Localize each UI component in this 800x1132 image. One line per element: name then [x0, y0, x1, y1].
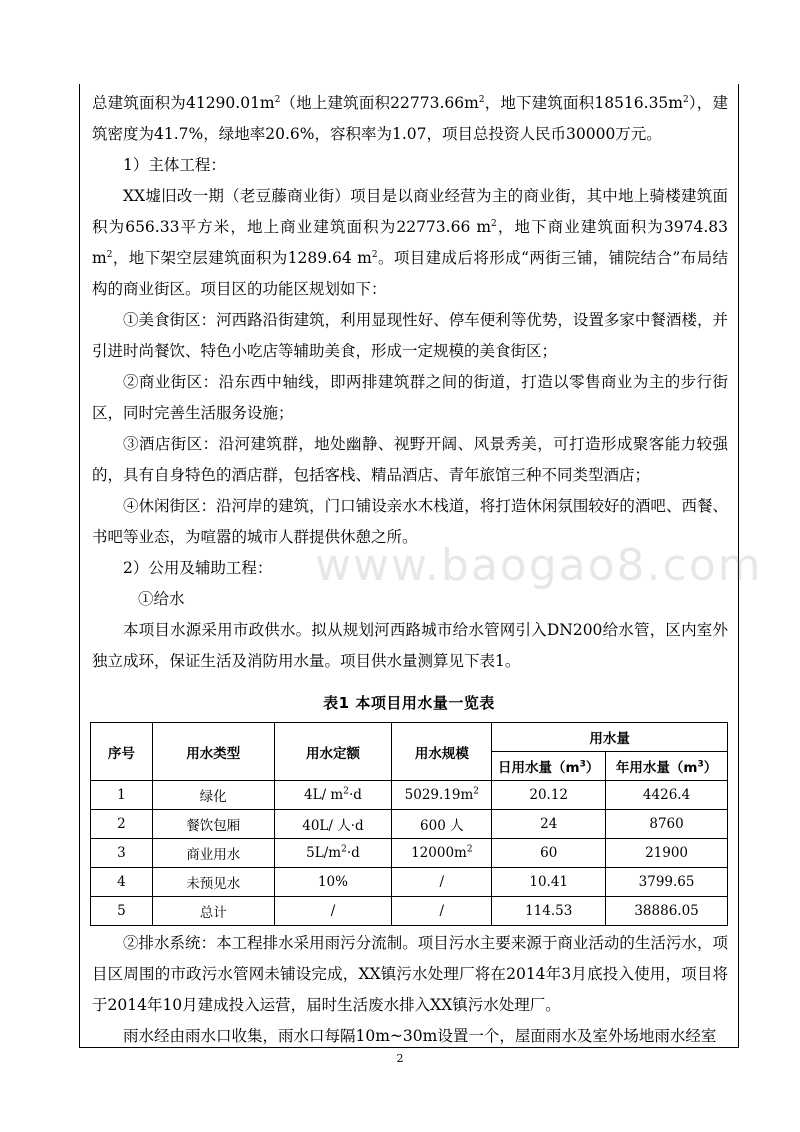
water-usage-table	[90, 722, 728, 926]
table-row: 3 商业用水 $5L/m^2\cdot d$ $12000m^2$ 60 21900	[91, 839, 728, 868]
table-row: 2 餐饮包厢 40L/ 人·d 600 人 24 8760	[91, 810, 728, 839]
table-row: 1 绿化 4L/ $m^2\cdot d$ $5029.19m^2$ 20.12 4426.4	[91, 781, 728, 810]
heading-utilities: 2）公用及辅助工程：	[123, 559, 273, 577]
header-yearly: 年用水量$(m^3)$	[606, 752, 728, 781]
paragraph-drainage: ②排水系统：本工程排水采用雨污分流制。项目污水主要来源于商业活动的生活污水，项目区周围的市政污水管网未铺设完成，XX镇污水处理厂将在2014年3月底投入使用，项目将于2014年10月建成投入运营，届时生活废水排入XX镇污水处理厂。	[92, 934, 728, 1014]
paragraph-rainwater: 雨水经由雨水口收集，雨水口每隔10m~30m设置一个，屋面雨水及室外场地雨水经室	[123, 1027, 717, 1045]
header-quota: 用水定额	[274, 723, 392, 781]
header-no: 序号	[91, 723, 153, 781]
paragraph-commercial-district: ②商业街区：沿东西中轴线，即两排建筑群之间的街道，打造以零售商业为主的步行街区，同时完善生活服务设施；	[92, 373, 728, 422]
watermark: www.baogao8.com	[315, 540, 763, 591]
header-volume: 用水量	[492, 723, 728, 752]
header-type: 用水类型	[152, 723, 274, 781]
table-row: 5 总计 / / 114.53 38886.05	[91, 897, 728, 926]
paragraph-area-summary: 总建筑面积为$41290.01m^2$（地上建筑面积$22773.66m^2$，地下建筑面积$18516.35m^2$），建筑密度为41.7%，绿地率20.6%，容积率为1.07，项目总投资人民币30000万元。	[92, 94, 728, 143]
header-daily: 日用水量$(m^3)$	[492, 752, 606, 781]
body-text-lower	[92, 928, 728, 1052]
header-scale: 用水规模	[392, 723, 492, 781]
paragraph-project-intro: XX墟旧改一期（老豆藤商业街）项目是以商业经营为主的商业街，其中地上骑楼建筑面积为656.33平方米，地上商业建筑面积为22773.66 $m^2$，地下商业建筑面积为3974.83 $m^2$，地下架空层建筑面积为1289.64 $m^2$。项目建成后将形成“两街三铺，铺院结合”布局结构的商业街区。项目区的功能区规划如下：	[92, 187, 728, 298]
heading-water-supply: ①给水	[138, 590, 185, 608]
paragraph-water-supply: 本项目水源采用市政供水。拟从规划河西路城市给水管网引入DN200给水管，区内室外独立成环，保证生活及消防用水量。项目供水量测算见下表1。	[92, 621, 728, 670]
table-row: 4 未预见水 10% / 10.41 3799.65	[91, 868, 728, 897]
page-number: 2	[396, 1052, 404, 1065]
paragraph-food-district: ①美食街区：河西路沿街建筑，利用显现性好、停车便利等优势，设置多家中餐酒楼，并引进时尚餐饮、特色小吃店等辅助美食，形成一定规模的美食街区；	[92, 311, 728, 360]
heading-main-works: 1）主体工程：	[123, 156, 226, 174]
table-caption: 表1 本项目用水量一览表	[323, 694, 495, 712]
paragraph-hotel-district: ③酒店街区：沿河建筑群，地处幽静、视野开阔、风景秀美，可打造形成聚客能力较强的，具有自身特色的酒店群，包括客栈、精品酒店、青年旅馆三种不同类型酒店；	[92, 435, 728, 484]
paragraph-leisure-district: ④休闲街区：沿河岸的建筑，门口铺设亲水木栈道，将打造休闲氛围较好的酒吧、西餐、书吧等业态，为喧嚣的城市人群提供休憩之所。	[92, 497, 728, 546]
